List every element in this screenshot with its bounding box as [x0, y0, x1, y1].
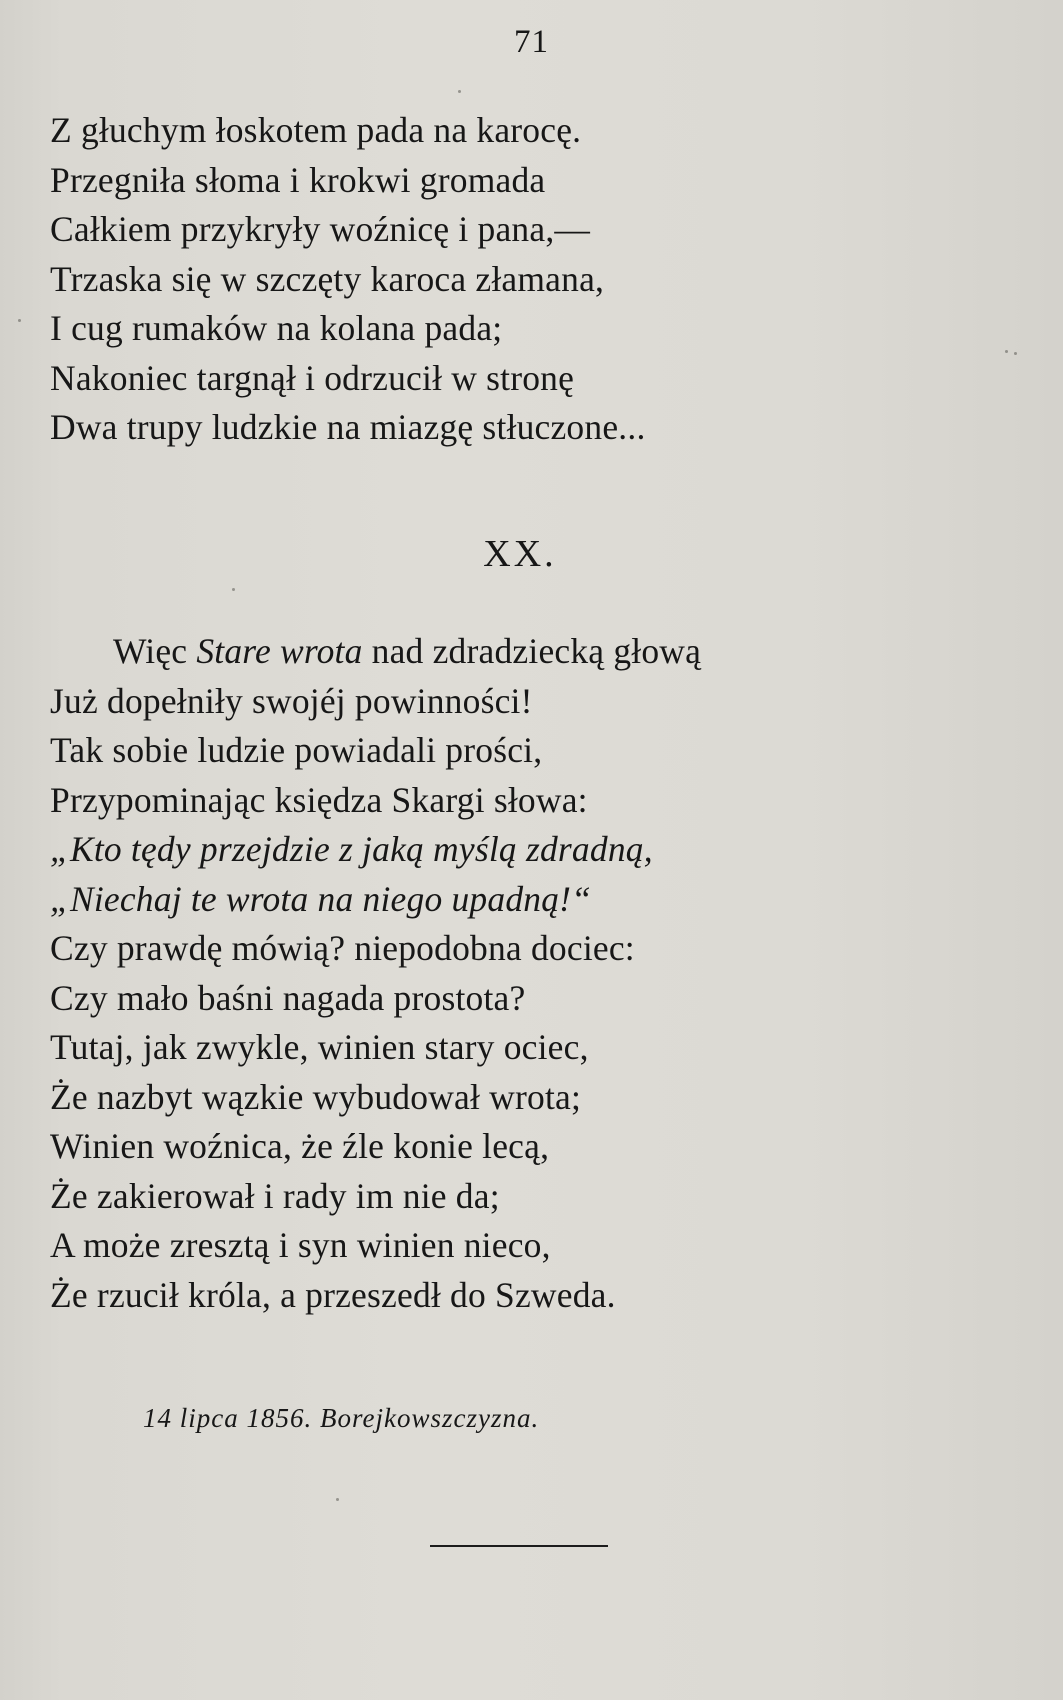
paper-speck	[232, 588, 235, 591]
poem-line: Całkiem przykryły woźnicę i pana,—	[50, 209, 591, 249]
paper-speck	[18, 319, 21, 322]
dateline: 14 lipca 1856. Borejkowszczyzna.	[143, 1403, 540, 1433]
poem-line-first	[50, 627, 701, 677]
end-rule	[430, 1545, 608, 1547]
paper-speck	[1014, 352, 1017, 355]
paper-speck	[458, 90, 461, 93]
poem-line: Trzaska się w szczęty karoca złamana,	[50, 258, 605, 299]
poem-line-quote: „Niechaj te wrota na niego upadną!“	[50, 878, 592, 919]
poem-emphasis: Stare wrota	[196, 631, 363, 671]
poem-line: A może zresztą i syn winien nieco,	[50, 1225, 551, 1265]
poem-line: Czy mało baśni nagada prostota?	[50, 977, 526, 1018]
poem-line-quote: „Kto tędy przejdzie z jaką myślą zdradną,	[50, 829, 653, 869]
poem-line: Czy prawdę mówią? niepodobna dociec:	[50, 928, 635, 968]
poem-line: Tak sobie ludzie powiadali prości,	[50, 730, 543, 770]
paper-speck	[336, 1498, 339, 1501]
poem-line-end: nad zdradziecką głową	[362, 631, 702, 671]
stanza-twenty	[50, 627, 701, 1320]
poem-line: Że rzucił króla, a przeszedł do Szweda.	[50, 1274, 616, 1315]
poem-line: Nakoniec targnął i odrzucił w stronę	[50, 357, 575, 398]
poem-line: Winien woźnica, że źle konie lecą,	[50, 1126, 550, 1166]
poem-line: Przegniła słoma i krokwi gromada	[50, 159, 546, 200]
poem-line: Tutaj, jak zwykle, winien stary ociec,	[50, 1027, 589, 1067]
section-heading: XX.	[483, 533, 557, 575]
poem-line: Z głuchym łoskotem pada na karocę.	[50, 110, 582, 150]
paper-speck	[1005, 350, 1008, 353]
stanza-continued	[50, 106, 646, 453]
poem-line: Że zakierował i rady im nie da;	[50, 1175, 500, 1216]
poem-line: Dwa trupy ludzkie na miazgę stłuczone...	[50, 407, 646, 447]
poem-line: Że nazbyt wązkie wybudował wrota;	[50, 1076, 582, 1117]
page-number: 71	[514, 24, 549, 60]
poem-line: Już dopełniły swojéj powinności!	[50, 680, 533, 721]
poem-line: I cug rumaków na kolana pada;	[50, 308, 503, 348]
poem-line-start: Więc	[113, 631, 197, 671]
poem-line: Przypominając księdza Skargi słowa:	[50, 779, 588, 820]
